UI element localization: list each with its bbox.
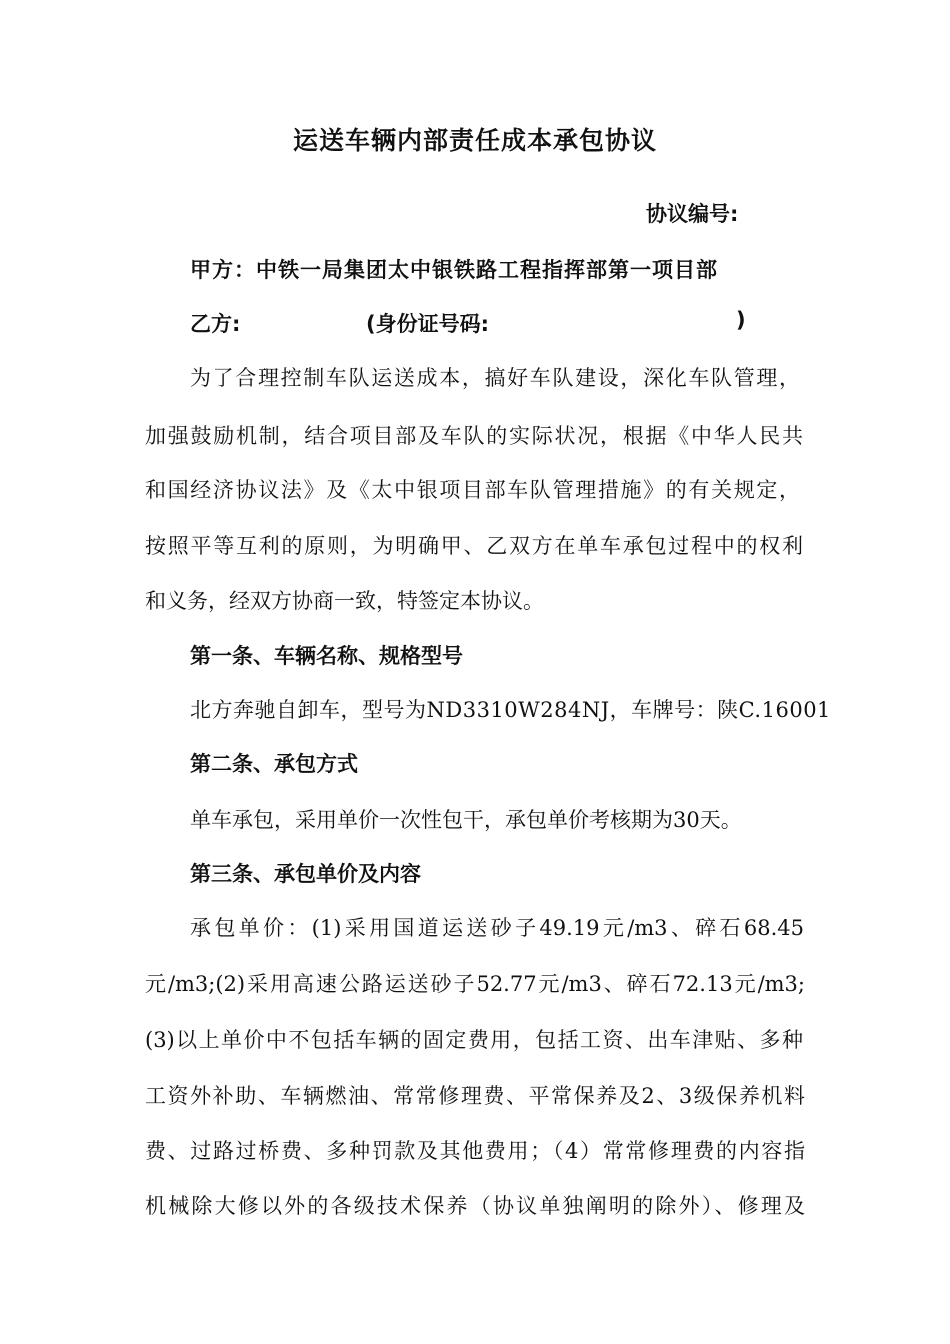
article-3-line: 元/m3;(2)采用高速公路运送砂子52.77元/m3、碎石72.13元/m3; — [145, 972, 805, 996]
article-3-line: 机械除大修以外的各级技术保养（协议单独阐明的除外）、修理及 — [145, 1194, 805, 1218]
article-3-line: 工资外补助、车辆燃油、常常修理费、平常保养及2、3级保养机料 — [145, 1084, 805, 1108]
article-1-text: 北方奔驰自卸车，型号为ND3310W284NJ，车牌号：陕C.16001 — [190, 698, 831, 722]
intro-line: 和义务，经双方协商一致，特签定本协议。 — [145, 589, 544, 613]
party-b — [190, 308, 790, 338]
article-2-text: 单车承包，采用单价一次性包干，承包单价考核期为30天。 — [190, 808, 742, 832]
intro-line: 按照平等互利的原则，为明确甲、乙双方在单车承包过程中的权利 — [145, 534, 803, 558]
document-title: 运送车辆内部责任成本承包协议 — [292, 126, 657, 155]
intro-line: 和国经济协议法》及《太中银项目部车队管理措施》的有关规定， — [145, 478, 800, 502]
agreement-number-label: 协议编号: — [646, 202, 739, 226]
article-3-line: 费、过路过桥费、多种罚款及其他费用；（4）常常修理费的内容指 — [145, 1139, 805, 1163]
party-a: 甲方：中铁一局集团太中银铁路工程指挥部第一项目部 — [190, 258, 718, 282]
id-number-label: (身份证号码: — [366, 312, 489, 336]
article-3-heading: 第三条、承包单价及内容 — [190, 862, 421, 886]
intro-line: 为了合理控制车队运送成本，搞好车队建设，深化车队管理， — [190, 366, 800, 390]
party-b-label: 乙方: — [190, 312, 241, 336]
article-3-line: (3)以上单价中不包括车辆的固定费用，包括工资、出车津贴、多种 — [145, 1028, 803, 1052]
article-1-heading: 第一条、车辆名称、规格型号 — [190, 644, 463, 668]
article-3-line: 承包单价：(1)采用国道运送砂子49.19元/m3、碎石68.45 — [190, 916, 804, 940]
intro-line: 加强鼓励机制，结合项目部及车队的实际状况，根据《中华人民共 — [145, 424, 803, 448]
article-2-heading: 第二条、承包方式 — [190, 752, 358, 776]
id-number-close: ) — [736, 308, 746, 332]
